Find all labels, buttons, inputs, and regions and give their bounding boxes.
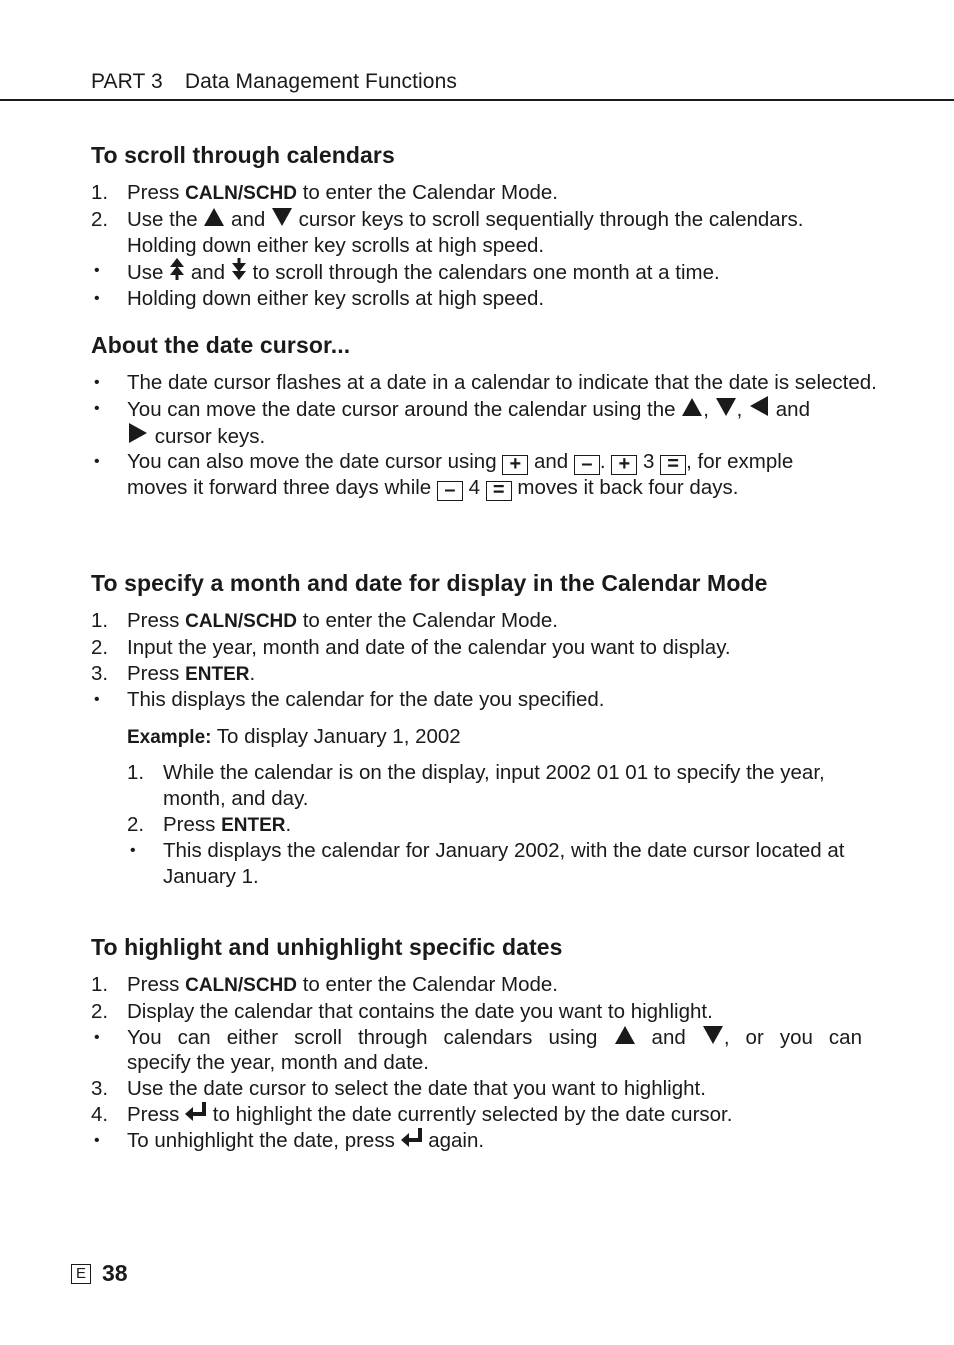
down-arrow-icon bbox=[272, 208, 292, 226]
list-item: • This displays the calendar for the date you specified. bbox=[94, 688, 605, 712]
double-up-arrow-icon bbox=[169, 258, 185, 280]
page-footer bbox=[71, 1260, 128, 1287]
key-enter: ENTER bbox=[185, 663, 250, 685]
list-item: 1. Press CALN/SCHD to enter the Calendar Mode. bbox=[91, 181, 558, 204]
list-item: 1. Press CALN/SCHD to enter the Calendar Mode. bbox=[91, 973, 558, 996]
list-item: 3. Use the date cursor to select the date that you want to highlight. bbox=[91, 1077, 706, 1101]
down-arrow-icon bbox=[703, 1026, 723, 1044]
specify-date-steps bbox=[91, 608, 862, 713]
list-item: • Use and to scroll through the calendars one month at a time. bbox=[91, 258, 862, 286]
double-down-arrow-icon bbox=[231, 258, 247, 280]
highlight-steps bbox=[91, 972, 862, 1154]
up-arrow-icon bbox=[204, 208, 224, 226]
scroll-steps bbox=[91, 180, 862, 312]
list-item: • You can move the date cursor around the calendar using the , , and cursor keys. bbox=[94, 397, 810, 448]
plus-key-icon: + bbox=[502, 455, 528, 475]
section-title-scroll: To scroll through calendars bbox=[91, 142, 395, 168]
section-title-highlight: To highlight and unhighlight specific dates bbox=[91, 934, 563, 960]
enter-return-icon bbox=[401, 1128, 423, 1148]
key-caln-schd: CALN/SCHD bbox=[185, 975, 297, 996]
section-title-specify-date: To specify a month and date for display in the Calendar Mode bbox=[91, 570, 768, 596]
list-item: 3. Press ENTER. bbox=[91, 661, 256, 685]
list-item: 2. Press ENTER. bbox=[127, 812, 292, 836]
list-item: 2. Input the year, month and date of the calendar you want to display. bbox=[91, 635, 731, 659]
section-title-date-cursor: About the date cursor... bbox=[91, 332, 351, 358]
list-item: 2. Use the and cursor keys to scroll sequentially through the calendars. Holding down either key scrolls at high speed. bbox=[91, 207, 804, 257]
example-steps bbox=[127, 760, 862, 890]
right-arrow-icon bbox=[129, 423, 147, 443]
enter-return-icon bbox=[185, 1102, 207, 1122]
list-item: 2. Display the calendar that contains the date you want to highlight. bbox=[91, 999, 713, 1023]
example-label: Example: bbox=[127, 727, 212, 748]
page-number: 38 bbox=[102, 1260, 128, 1286]
equals-key-icon: = bbox=[486, 481, 512, 501]
example-heading: Example: To display January 1, 2002 bbox=[127, 725, 461, 748]
up-arrow-icon bbox=[682, 398, 702, 416]
list-item: 4. Press to highlight the date currently selected by the date cursor. bbox=[91, 1102, 733, 1126]
key-enter: ENTER bbox=[221, 814, 286, 836]
minus-key-icon: – bbox=[574, 455, 600, 475]
running-header bbox=[91, 70, 457, 94]
list-item: • To unhighlight the date, press again. bbox=[94, 1128, 485, 1152]
date-cursor-notes bbox=[91, 370, 877, 502]
list-item: • The date cursor flashes at a date in a calendar to indicate that the date is selected. bbox=[94, 371, 877, 394]
key-caln-schd: CALN/SCHD bbox=[185, 183, 297, 204]
list-item: • You can also move the date cursor using + and – . + 3 = , for exmple moves it forward three days while – 4 = moves it back four days. bbox=[94, 450, 794, 502]
up-arrow-icon bbox=[615, 1026, 635, 1044]
left-arrow-icon bbox=[750, 396, 768, 416]
list-item: • You can either scroll through calendars using and , or you can bbox=[94, 1025, 862, 1049]
list-item: • This displays the calendar for January 2002, with the date cursor located at January 1. bbox=[130, 839, 845, 889]
minus-key-icon: – bbox=[437, 481, 463, 501]
header-rule bbox=[0, 99, 954, 101]
key-caln-schd: CALN/SCHD bbox=[185, 611, 297, 632]
plus-key-icon: + bbox=[611, 455, 637, 475]
list-item: specify the year, month and date. bbox=[127, 1051, 429, 1075]
down-arrow-icon bbox=[716, 398, 736, 416]
chapter-title: Data Management Functions bbox=[184, 70, 457, 93]
list-item: 1. Press CALN/SCHD to enter the Calendar Mode. bbox=[91, 609, 558, 632]
equals-key-icon: = bbox=[660, 455, 686, 475]
list-item: 1. While the calendar is on the display, input 2002 01 01 to specify the year, month, and day. bbox=[127, 761, 825, 810]
language-badge: E bbox=[71, 1264, 91, 1284]
list-item: • Holding down either key scrolls at high speed. bbox=[94, 287, 545, 311]
part-label: PART 3 bbox=[91, 70, 163, 93]
